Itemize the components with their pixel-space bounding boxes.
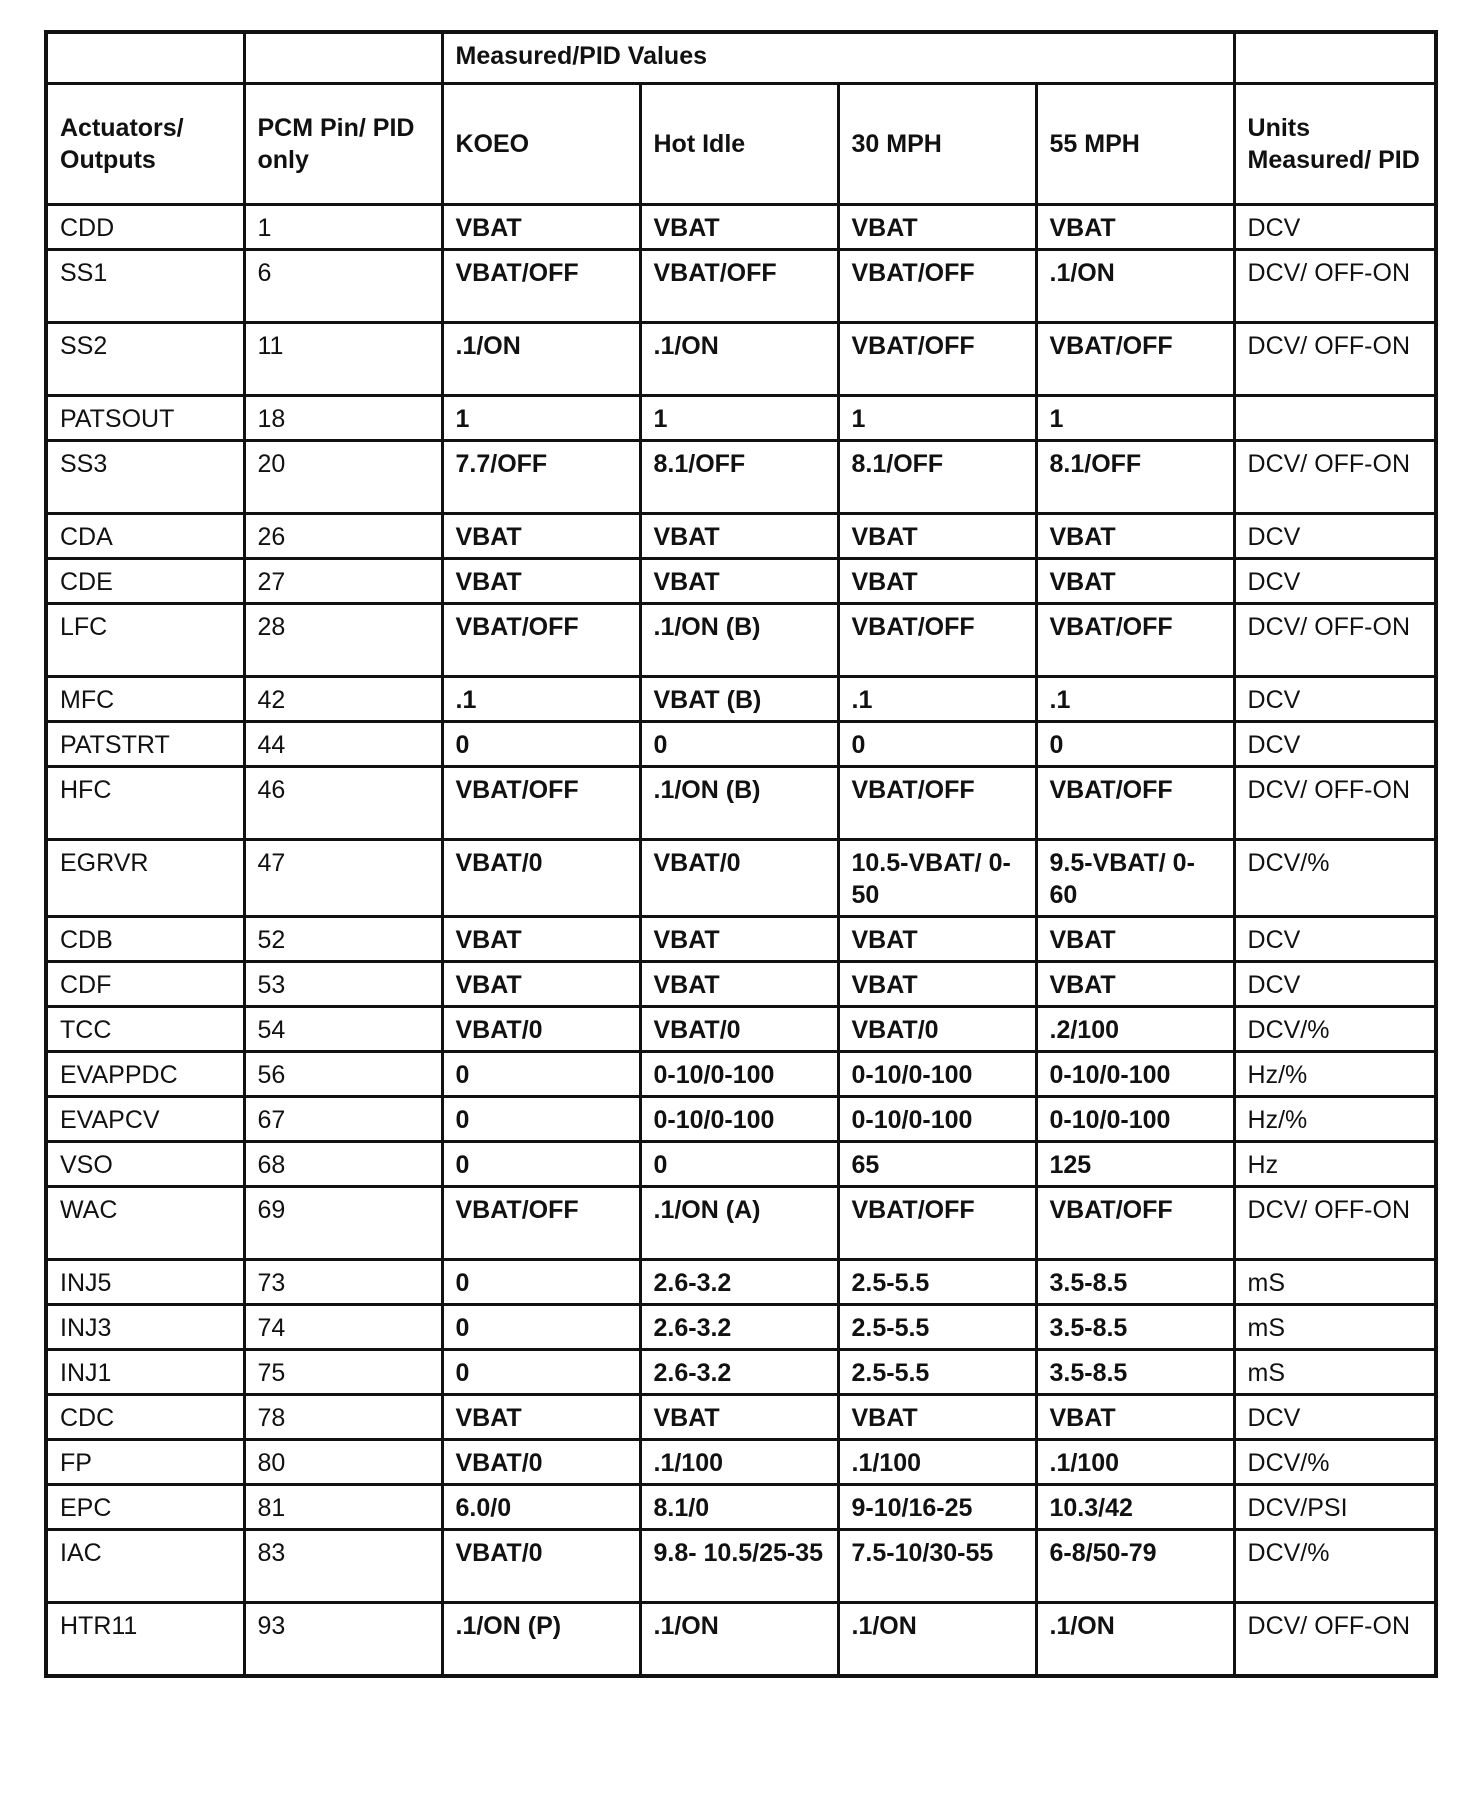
units-cell: DCV: [1234, 677, 1436, 722]
units-cell: DCV: [1234, 1395, 1436, 1440]
mph55-value-cell: .1/100: [1036, 1440, 1234, 1485]
blank-header-cell: [1234, 32, 1436, 84]
actuator-name-cell: IAC: [46, 1530, 244, 1603]
koeo-value-cell: VBAT/OFF: [442, 250, 640, 323]
actuator-name-cell: PATSTRT: [46, 722, 244, 767]
koeo-value-cell: VBAT/OFF: [442, 1187, 640, 1260]
table-row: [46, 840, 1436, 917]
hot-idle-value-cell: .1/ON (B): [640, 604, 838, 677]
mph55-value-cell: .1/ON: [1036, 250, 1234, 323]
pcm-pin-cell: 78: [244, 1395, 442, 1440]
koeo-value-cell: 7.7/OFF: [442, 441, 640, 514]
table-row: [46, 917, 1436, 962]
units-cell: mS: [1234, 1260, 1436, 1305]
mph30-value-cell: VBAT/0: [838, 1007, 1036, 1052]
table-row: [46, 1485, 1436, 1530]
table-row: [46, 205, 1436, 250]
actuator-name-cell: VSO: [46, 1142, 244, 1187]
mph55-value-cell: .2/100: [1036, 1007, 1234, 1052]
measured-values-table: [44, 30, 1438, 1678]
hot-idle-value-cell: VBAT/OFF: [640, 250, 838, 323]
mph30-value-cell: VBAT: [838, 205, 1036, 250]
hot-idle-value-cell: .1/ON: [640, 1603, 838, 1677]
actuator-name-cell: CDF: [46, 962, 244, 1007]
mph30-value-cell: VBAT/OFF: [838, 604, 1036, 677]
koeo-value-cell: VBAT: [442, 1395, 640, 1440]
actuator-name-cell: SS2: [46, 323, 244, 396]
koeo-value-cell: 0: [442, 1305, 640, 1350]
koeo-value-cell: .1/ON: [442, 323, 640, 396]
koeo-value-cell: VBAT/0: [442, 840, 640, 917]
table-row: [46, 396, 1436, 441]
hot-idle-value-cell: 9.8- 10.5/25-35: [640, 1530, 838, 1603]
koeo-value-cell: VBAT/0: [442, 1530, 640, 1603]
koeo-value-cell: VBAT/0: [442, 1007, 640, 1052]
pcm-pin-cell: 67: [244, 1097, 442, 1142]
table-row: [46, 1440, 1436, 1485]
hot-idle-value-cell: 8.1/OFF: [640, 441, 838, 514]
mph55-value-cell: 0: [1036, 722, 1234, 767]
hot-idle-value-cell: 0: [640, 1142, 838, 1187]
units-cell: Hz: [1234, 1142, 1436, 1187]
blank-header-cell: [244, 32, 442, 84]
table-row: [46, 250, 1436, 323]
actuator-name-cell: HFC: [46, 767, 244, 840]
column-header-pcm-pin: PCM Pin/ PID only: [244, 84, 442, 205]
actuator-name-cell: EVAPCV: [46, 1097, 244, 1142]
mph55-value-cell: VBAT: [1036, 962, 1234, 1007]
mph55-value-cell: 125: [1036, 1142, 1234, 1187]
hot-idle-value-cell: 8.1/0: [640, 1485, 838, 1530]
column-header-30-mph: 30 MPH: [838, 84, 1036, 205]
units-cell: DCV/ OFF-ON: [1234, 441, 1436, 514]
measured-values-group-header: Measured/PID Values: [442, 32, 1234, 84]
mph55-value-cell: VBAT/OFF: [1036, 323, 1234, 396]
pcm-pin-cell: 28: [244, 604, 442, 677]
hot-idle-value-cell: 0: [640, 722, 838, 767]
mph30-value-cell: VBAT: [838, 962, 1036, 1007]
pcm-pin-cell: 52: [244, 917, 442, 962]
pcm-pin-cell: 46: [244, 767, 442, 840]
mph30-value-cell: 0-10/0-100: [838, 1052, 1036, 1097]
pcm-pin-cell: 74: [244, 1305, 442, 1350]
column-header-actuators: Actuators/ Outputs: [46, 84, 244, 205]
actuator-name-cell: LFC: [46, 604, 244, 677]
actuator-name-cell: MFC: [46, 677, 244, 722]
actuator-name-cell: PATSOUT: [46, 396, 244, 441]
units-cell: DCV/ OFF-ON: [1234, 323, 1436, 396]
hot-idle-value-cell: VBAT: [640, 917, 838, 962]
hot-idle-value-cell: VBAT: [640, 962, 838, 1007]
mph30-value-cell: 10.5-VBAT/ 0-50: [838, 840, 1036, 917]
mph55-value-cell: VBAT: [1036, 205, 1234, 250]
pcm-pin-cell: 80: [244, 1440, 442, 1485]
hot-idle-value-cell: 1: [640, 396, 838, 441]
table-row: [46, 1097, 1436, 1142]
actuator-name-cell: CDB: [46, 917, 244, 962]
mph30-value-cell: VBAT: [838, 1395, 1036, 1440]
mph30-value-cell: 65: [838, 1142, 1036, 1187]
units-cell: Hz/%: [1234, 1052, 1436, 1097]
mph55-value-cell: .1: [1036, 677, 1234, 722]
mph30-value-cell: 2.5-5.5: [838, 1305, 1036, 1350]
units-cell: DCV/ OFF-ON: [1234, 767, 1436, 840]
koeo-value-cell: VBAT/0: [442, 1440, 640, 1485]
mph55-value-cell: 0-10/0-100: [1036, 1097, 1234, 1142]
hot-idle-value-cell: 2.6-3.2: [640, 1305, 838, 1350]
units-cell: DCV: [1234, 962, 1436, 1007]
hot-idle-value-cell: VBAT (B): [640, 677, 838, 722]
pcm-pin-cell: 73: [244, 1260, 442, 1305]
hot-idle-value-cell: .1/ON: [640, 323, 838, 396]
pcm-pin-cell: 53: [244, 962, 442, 1007]
hot-idle-value-cell: VBAT/0: [640, 1007, 838, 1052]
mph30-value-cell: 2.5-5.5: [838, 1350, 1036, 1395]
table-row: [46, 1305, 1436, 1350]
pcm-pin-cell: 44: [244, 722, 442, 767]
pcm-pin-cell: 47: [244, 840, 442, 917]
units-cell: DCV: [1234, 722, 1436, 767]
table-row: [46, 677, 1436, 722]
mph30-value-cell: 8.1/OFF: [838, 441, 1036, 514]
mph55-value-cell: 8.1/OFF: [1036, 441, 1234, 514]
mph55-value-cell: 3.5-8.5: [1036, 1350, 1234, 1395]
table-row: [46, 323, 1436, 396]
mph30-value-cell: 7.5-10/30-55: [838, 1530, 1036, 1603]
pcm-pin-cell: 75: [244, 1350, 442, 1395]
koeo-value-cell: 6.0/0: [442, 1485, 640, 1530]
column-header-koeo: KOEO: [442, 84, 640, 205]
actuator-name-cell: WAC: [46, 1187, 244, 1260]
mph55-value-cell: VBAT: [1036, 514, 1234, 559]
mph30-value-cell: VBAT/OFF: [838, 1187, 1036, 1260]
column-header-units: Units Measured/ PID: [1234, 84, 1436, 205]
actuator-name-cell: CDA: [46, 514, 244, 559]
mph30-value-cell: 9-10/16-25: [838, 1485, 1036, 1530]
pcm-pin-cell: 56: [244, 1052, 442, 1097]
koeo-value-cell: VBAT: [442, 205, 640, 250]
koeo-value-cell: VBAT/OFF: [442, 767, 640, 840]
actuator-name-cell: FP: [46, 1440, 244, 1485]
mph30-value-cell: VBAT: [838, 917, 1036, 962]
mph55-value-cell: 0-10/0-100: [1036, 1052, 1234, 1097]
table-body: [46, 205, 1436, 1677]
pcm-pin-cell: 18: [244, 396, 442, 441]
hot-idle-value-cell: VBAT/0: [640, 840, 838, 917]
table-row: [46, 962, 1436, 1007]
pcm-pin-cell: 20: [244, 441, 442, 514]
koeo-value-cell: 1: [442, 396, 640, 441]
actuator-name-cell: SS3: [46, 441, 244, 514]
pcm-pin-cell: 42: [244, 677, 442, 722]
units-cell: DCV/PSI: [1234, 1485, 1436, 1530]
mph55-value-cell: VBAT/OFF: [1036, 767, 1234, 840]
mph55-value-cell: VBAT: [1036, 559, 1234, 604]
units-cell: Hz/%: [1234, 1097, 1436, 1142]
table-row: [46, 559, 1436, 604]
mph55-value-cell: 1: [1036, 396, 1234, 441]
koeo-value-cell: 0: [442, 1350, 640, 1395]
units-cell: DCV/ OFF-ON: [1234, 1603, 1436, 1677]
mph30-value-cell: 0: [838, 722, 1036, 767]
mph55-value-cell: VBAT: [1036, 917, 1234, 962]
hot-idle-value-cell: 0-10/0-100: [640, 1097, 838, 1142]
hot-idle-value-cell: VBAT: [640, 1395, 838, 1440]
units-cell: DCV: [1234, 514, 1436, 559]
table-row: [46, 604, 1436, 677]
mph55-value-cell: VBAT/OFF: [1036, 604, 1234, 677]
units-cell: DCV/ OFF-ON: [1234, 1187, 1436, 1260]
pcm-pin-cell: 68: [244, 1142, 442, 1187]
column-header-hot-idle: Hot Idle: [640, 84, 838, 205]
hot-idle-value-cell: .1/ON (A): [640, 1187, 838, 1260]
pcm-pin-cell: 1: [244, 205, 442, 250]
mph30-value-cell: VBAT/OFF: [838, 250, 1036, 323]
pcm-pin-cell: 11: [244, 323, 442, 396]
pcm-pin-cell: 6: [244, 250, 442, 323]
actuator-name-cell: EVAPPDC: [46, 1052, 244, 1097]
hot-idle-value-cell: 2.6-3.2: [640, 1260, 838, 1305]
units-cell: DCV: [1234, 205, 1436, 250]
koeo-value-cell: VBAT/OFF: [442, 604, 640, 677]
table-row: [46, 1603, 1436, 1677]
hot-idle-value-cell: VBAT: [640, 514, 838, 559]
actuator-name-cell: SS1: [46, 250, 244, 323]
table-row: [46, 1530, 1436, 1603]
mph55-value-cell: 9.5-VBAT/ 0-60: [1036, 840, 1234, 917]
koeo-value-cell: VBAT: [442, 514, 640, 559]
pcm-pin-cell: 27: [244, 559, 442, 604]
table-row: [46, 1187, 1436, 1260]
mph55-value-cell: VBAT/OFF: [1036, 1187, 1234, 1260]
pcm-pin-cell: 83: [244, 1530, 442, 1603]
units-cell: DCV/ OFF-ON: [1234, 250, 1436, 323]
mph55-value-cell: VBAT: [1036, 1395, 1234, 1440]
actuator-name-cell: HTR11: [46, 1603, 244, 1677]
koeo-value-cell: .1/ON (P): [442, 1603, 640, 1677]
mph30-value-cell: .1/100: [838, 1440, 1036, 1485]
koeo-value-cell: 0: [442, 1097, 640, 1142]
column-header-55-mph: 55 MPH: [1036, 84, 1234, 205]
table-row: [46, 514, 1436, 559]
mph55-value-cell: 3.5-8.5: [1036, 1260, 1234, 1305]
mph55-value-cell: 10.3/42: [1036, 1485, 1234, 1530]
hot-idle-value-cell: 0-10/0-100: [640, 1052, 838, 1097]
table-row: [46, 1052, 1436, 1097]
koeo-value-cell: VBAT: [442, 962, 640, 1007]
koeo-value-cell: VBAT: [442, 559, 640, 604]
koeo-value-cell: .1: [442, 677, 640, 722]
mph55-value-cell: 3.5-8.5: [1036, 1305, 1234, 1350]
koeo-value-cell: 0: [442, 1142, 640, 1187]
table-row: [46, 767, 1436, 840]
column-header-row: [46, 84, 1436, 205]
mph30-value-cell: 0-10/0-100: [838, 1097, 1036, 1142]
hot-idle-value-cell: .1/ON (B): [640, 767, 838, 840]
units-cell: DCV/ OFF-ON: [1234, 604, 1436, 677]
mph30-value-cell: 2.5-5.5: [838, 1260, 1036, 1305]
koeo-value-cell: 0: [442, 1260, 640, 1305]
units-cell: mS: [1234, 1350, 1436, 1395]
units-cell: DCV/%: [1234, 1440, 1436, 1485]
actuator-name-cell: CDE: [46, 559, 244, 604]
table-row: [46, 722, 1436, 767]
units-cell: DCV/%: [1234, 1530, 1436, 1603]
actuator-name-cell: EPC: [46, 1485, 244, 1530]
hot-idle-value-cell: VBAT: [640, 559, 838, 604]
mph55-value-cell: 6-8/50-79: [1036, 1530, 1234, 1603]
mph30-value-cell: 1: [838, 396, 1036, 441]
units-cell: mS: [1234, 1305, 1436, 1350]
actuator-name-cell: CDD: [46, 205, 244, 250]
actuator-name-cell: INJ1: [46, 1350, 244, 1395]
group-header-row: [46, 32, 1436, 84]
table-row: [46, 1007, 1436, 1052]
units-cell: DCV/%: [1234, 840, 1436, 917]
actuator-name-cell: INJ5: [46, 1260, 244, 1305]
table-row: [46, 1350, 1436, 1395]
actuator-name-cell: TCC: [46, 1007, 244, 1052]
mph30-value-cell: .1/ON: [838, 1603, 1036, 1677]
mph30-value-cell: VBAT: [838, 514, 1036, 559]
hot-idle-value-cell: .1/100: [640, 1440, 838, 1485]
table-row: [46, 1395, 1436, 1440]
mph30-value-cell: .1: [838, 677, 1036, 722]
pcm-pin-cell: 26: [244, 514, 442, 559]
mph55-value-cell: .1/ON: [1036, 1603, 1234, 1677]
pcm-pin-cell: 93: [244, 1603, 442, 1677]
pcm-pin-cell: 69: [244, 1187, 442, 1260]
koeo-value-cell: 0: [442, 722, 640, 767]
units-cell: [1234, 396, 1436, 441]
units-cell: DCV: [1234, 917, 1436, 962]
table-row: [46, 1260, 1436, 1305]
table-row: [46, 1142, 1436, 1187]
hot-idle-value-cell: 2.6-3.2: [640, 1350, 838, 1395]
pcm-pin-cell: 54: [244, 1007, 442, 1052]
actuator-name-cell: CDC: [46, 1395, 244, 1440]
koeo-value-cell: VBAT: [442, 917, 640, 962]
mph30-value-cell: VBAT: [838, 559, 1036, 604]
units-cell: DCV/%: [1234, 1007, 1436, 1052]
pcm-pin-cell: 81: [244, 1485, 442, 1530]
hot-idle-value-cell: VBAT: [640, 205, 838, 250]
blank-header-cell: [46, 32, 244, 84]
mph30-value-cell: VBAT/OFF: [838, 323, 1036, 396]
mph30-value-cell: VBAT/OFF: [838, 767, 1036, 840]
table-row: [46, 441, 1436, 514]
units-cell: DCV: [1234, 559, 1436, 604]
actuator-name-cell: EGRVR: [46, 840, 244, 917]
actuator-name-cell: INJ3: [46, 1305, 244, 1350]
koeo-value-cell: 0: [442, 1052, 640, 1097]
